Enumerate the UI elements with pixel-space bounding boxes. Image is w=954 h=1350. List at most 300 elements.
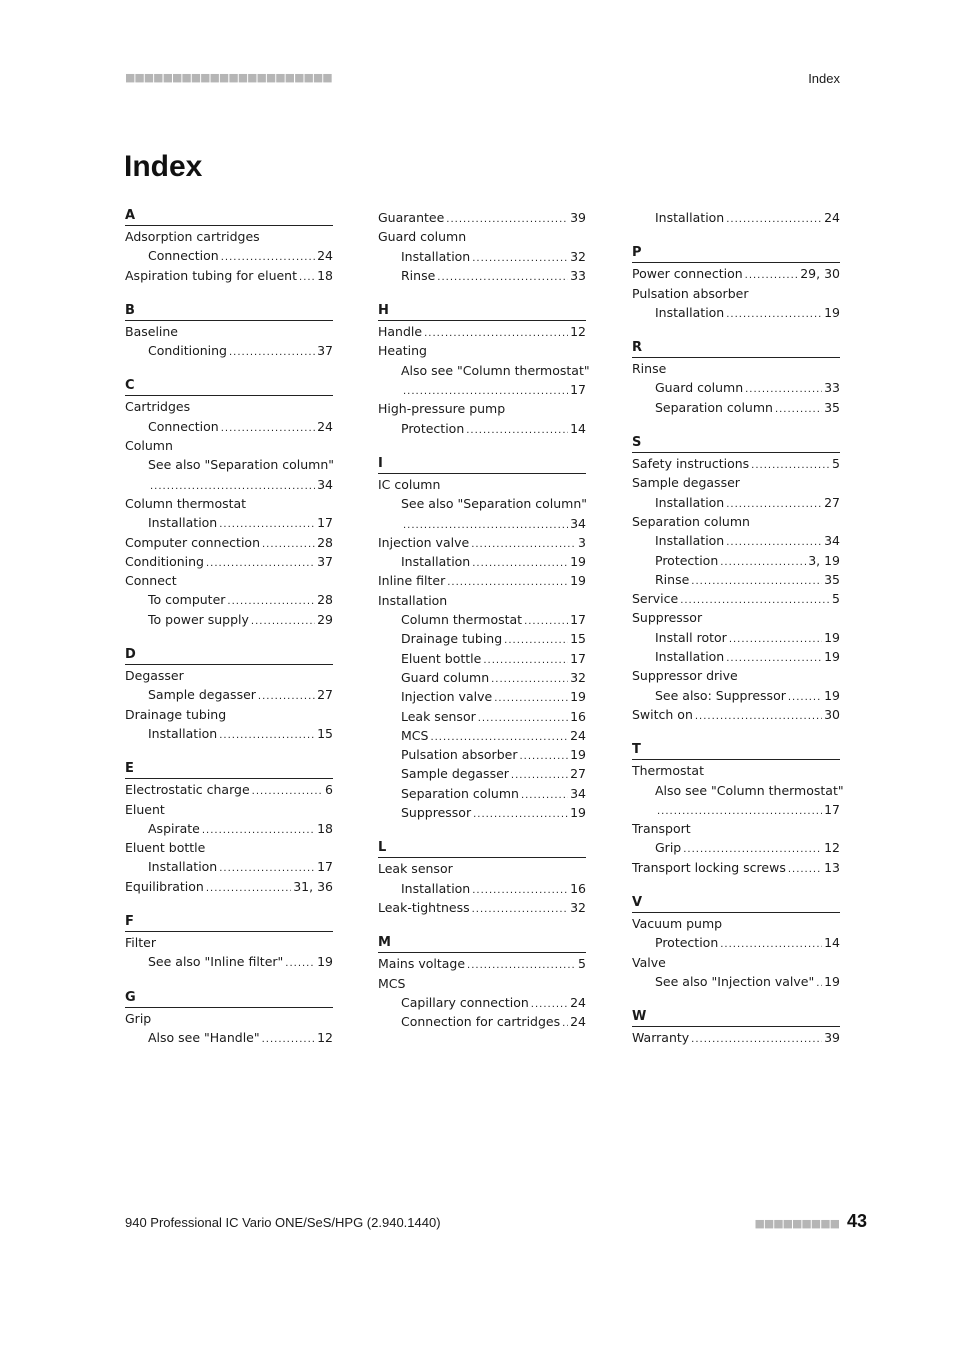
index-entry — [378, 591, 586, 610]
entry-label: IC column — [378, 476, 441, 492]
entry-label: See also "Separation column" — [401, 496, 588, 512]
entry-label: Connection — [148, 248, 219, 264]
entry-label: High-pressure pump — [378, 401, 506, 417]
section-letter: W — [632, 1009, 840, 1027]
page-reference: 15 — [317, 725, 333, 741]
index-section — [378, 935, 586, 1031]
index-subentry — [632, 398, 840, 417]
index-subentry — [125, 246, 333, 265]
index-entry — [125, 227, 333, 246]
index-entry — [378, 974, 586, 993]
entry-label: Degasser — [125, 668, 184, 684]
index-section — [125, 990, 333, 1048]
entry-label: Leak sensor — [401, 708, 476, 724]
entry-label: Injection valve — [378, 534, 470, 550]
entry-label: Installation — [655, 304, 725, 320]
leader-dots — [252, 782, 323, 801]
index-subentry — [378, 361, 590, 380]
index-subentry — [125, 455, 333, 474]
index-section — [378, 303, 590, 438]
section-letter: F — [125, 914, 333, 932]
index-subentry — [125, 685, 333, 704]
footer-decoration: ■■■■■■■■■ — [754, 1217, 839, 1230]
leader-dots — [751, 456, 830, 475]
index-subentry — [378, 266, 586, 285]
index-entry — [125, 552, 333, 571]
entry-label: Vacuum pump — [632, 916, 723, 932]
index-entry — [632, 666, 840, 685]
page-reference: 24 — [317, 248, 333, 264]
page-reference: 29, 30 — [800, 266, 840, 282]
index-section — [632, 340, 840, 417]
entry-label: Protection — [401, 420, 465, 436]
entry-label: Column thermostat — [401, 612, 523, 628]
leader-dots — [447, 573, 568, 592]
entry-label: Installation — [401, 880, 471, 896]
leader-dots — [467, 956, 576, 975]
entry-label: Drainage tubing — [401, 631, 503, 647]
leader-dots — [726, 305, 822, 324]
entry-label: Installation — [148, 725, 218, 741]
leader-dots — [466, 421, 568, 440]
leader-dots — [691, 572, 822, 591]
index-entry — [632, 264, 840, 283]
entry-label: Also see "Column thermostat" — [401, 362, 590, 378]
entry-label: Eluent bottle — [401, 650, 482, 666]
entry-label: Grip — [125, 1010, 152, 1026]
leader-dots — [726, 210, 822, 229]
section-letter: B — [125, 303, 333, 321]
index-entry — [632, 589, 840, 608]
entry-label: Leak-tightness — [378, 899, 470, 915]
page-reference: 17 — [317, 515, 333, 531]
index-section — [125, 303, 333, 361]
index-subentry — [125, 952, 333, 971]
entry-label: Electrostatic charge — [125, 782, 250, 798]
header-decoration: ■■■■■■■■■■■■■■■■■■■■■■ — [125, 71, 332, 84]
index-entry — [632, 284, 840, 303]
page-reference: 6 — [325, 782, 333, 798]
index-subentry — [378, 629, 586, 648]
index-subentry — [632, 551, 840, 570]
entry-label: Capillary connection — [401, 994, 529, 1010]
index-entry — [125, 494, 333, 513]
index-subentry — [378, 552, 586, 571]
index-entry — [378, 341, 586, 360]
index-section — [632, 245, 840, 322]
index-subentry — [378, 745, 586, 764]
index-section — [125, 208, 333, 285]
index-entry — [125, 838, 333, 857]
leader-dots — [206, 554, 315, 573]
page-reference: 19 — [824, 304, 840, 320]
index-section — [378, 456, 586, 822]
entry-label: Suppressor drive — [632, 668, 738, 684]
entry-label: Rinse — [401, 267, 436, 283]
index-subentry — [125, 341, 333, 360]
entry-label: Leak sensor — [378, 861, 453, 877]
entry-label: Switch on — [632, 706, 693, 722]
index-subentry — [378, 707, 586, 726]
entry-label: Connect — [125, 573, 177, 589]
leader-dots — [521, 786, 568, 805]
index-subentry — [378, 993, 586, 1012]
page-reference: 24 — [570, 994, 586, 1010]
entry-label: Baseline — [125, 323, 178, 339]
leader-dots — [285, 954, 315, 973]
entry-label: Protection — [655, 935, 719, 951]
entry-label: Sample degasser — [632, 475, 740, 491]
page-reference: 16 — [570, 708, 586, 724]
entry-label: Conditioning — [148, 343, 227, 359]
page-reference: 19 — [317, 954, 333, 970]
entry-label: Handle — [378, 324, 423, 340]
page-reference: 5 — [832, 591, 840, 607]
index-subentry — [125, 857, 333, 876]
page-reference: 17 — [317, 859, 333, 875]
leader-dots — [691, 1030, 822, 1049]
page-reference: 19 — [570, 747, 586, 763]
page-reference: 28 — [317, 534, 333, 550]
entry-label: Computer connection — [125, 534, 260, 550]
index-entry — [632, 1028, 840, 1047]
page-reference: 19 — [824, 687, 840, 703]
page-reference: 19 — [824, 649, 840, 665]
page-reference: 12 — [570, 324, 586, 340]
entry-label: Guard column — [655, 380, 744, 396]
page-reference: 27 — [317, 687, 333, 703]
entry-label: Valve — [632, 954, 666, 970]
index-subentry — [125, 1028, 333, 1047]
index-entry — [632, 761, 840, 780]
entry-label: Injection valve — [401, 689, 493, 705]
leader-dots — [491, 670, 568, 689]
index-entry — [378, 859, 586, 878]
entry-label: Suppressor — [401, 805, 472, 821]
entry-label: Adsorption cartridges — [125, 229, 260, 244]
entry-label: Service — [632, 591, 679, 607]
page-reference: 39 — [570, 210, 586, 225]
index-subentry — [378, 1012, 586, 1031]
entry-label: Installation — [655, 533, 725, 549]
index-subentry — [378, 784, 586, 803]
entry-label: Connection for cartridges — [401, 1014, 561, 1030]
page-reference: 24 — [317, 418, 333, 434]
leader-dots — [472, 554, 568, 573]
entry-label: Column thermostat — [125, 495, 247, 511]
page-reference: 14 — [570, 420, 586, 436]
entry-label: Sample degasser — [401, 766, 509, 782]
page-reference: 32 — [570, 248, 586, 264]
section-letter: V — [632, 895, 840, 913]
index-subentry — [378, 803, 586, 822]
index-subentry — [632, 570, 840, 589]
page-reference: 19 — [824, 629, 840, 645]
page-reference: 12 — [824, 840, 840, 856]
index-subentry — [632, 686, 840, 705]
entry-label: Separation column — [655, 399, 773, 415]
index-subentry — [632, 972, 840, 991]
entry-label: Installation — [655, 494, 725, 510]
entry-label: Filter — [125, 935, 156, 951]
index-entry — [632, 819, 840, 838]
index-subentry — [125, 610, 333, 629]
page-reference: 19 — [570, 689, 586, 705]
index-subentry — [378, 514, 586, 533]
leader-dots — [720, 553, 806, 572]
page-title: Index — [124, 150, 203, 183]
entry-label: Pulsation absorber — [401, 747, 518, 763]
index-subentry — [378, 649, 586, 668]
index-subentry — [632, 208, 840, 227]
index-entry — [125, 933, 333, 952]
index-entry — [378, 322, 586, 341]
section-letter: P — [632, 245, 840, 263]
page-reference: 29 — [317, 611, 333, 627]
index-subentry — [125, 590, 333, 609]
index-entry — [125, 666, 333, 685]
index-entry — [125, 571, 333, 590]
page-reference: 18 — [317, 267, 333, 283]
index-section — [125, 647, 333, 743]
index-section — [632, 742, 844, 877]
leader-dots — [251, 612, 315, 631]
section-letter: A — [125, 208, 333, 226]
index-subentry — [632, 378, 840, 397]
page-reference: 16 — [570, 880, 586, 896]
index-entry — [125, 436, 333, 455]
entry-label: Also see "Column thermostat" — [655, 782, 844, 798]
entry-label: Pulsation absorber — [632, 285, 749, 301]
leader-dots — [788, 688, 822, 707]
leader-dots — [726, 649, 822, 668]
index-subentry — [632, 838, 840, 857]
page-reference: 28 — [317, 592, 333, 608]
entry-label: Installation — [401, 248, 471, 264]
entry-label: Installation — [148, 859, 218, 875]
index-subentry — [632, 303, 840, 322]
entry-label: Drainage tubing — [125, 706, 227, 722]
page-reference: 34 — [570, 515, 586, 531]
leader-dots — [229, 343, 315, 362]
index-entry — [125, 397, 333, 416]
index-subentry — [632, 493, 840, 512]
leader-dots — [219, 726, 315, 745]
entry-label: Installation — [401, 554, 471, 570]
entry-label: Transport locking screws — [632, 859, 786, 875]
index-entry — [125, 800, 333, 819]
page-reference: 17 — [570, 382, 586, 398]
index-entry — [378, 898, 586, 917]
leader-dots — [202, 821, 315, 840]
entry-label: See also "Injection valve" — [655, 973, 815, 989]
entry-label: Installation — [378, 592, 448, 608]
leader-dots — [258, 687, 315, 706]
index-subentry — [378, 668, 586, 687]
leader-dots — [478, 709, 568, 728]
leader-dots — [519, 747, 568, 766]
page-number: 43 — [846, 1211, 867, 1231]
entry-label: Aspirate — [148, 820, 200, 836]
index-subentry — [632, 647, 840, 666]
leader-dots — [472, 881, 568, 900]
page-reference: 15 — [570, 631, 586, 647]
section-letter: E — [125, 761, 333, 779]
index-subentry — [378, 419, 586, 438]
entry-label: Guard column — [378, 229, 467, 245]
leader-dots — [206, 879, 291, 898]
entry-label: Install rotor — [655, 629, 727, 645]
index-subentry — [125, 417, 333, 436]
index-subentry — [632, 628, 840, 647]
index-section — [632, 208, 840, 227]
page-reference: 19 — [570, 805, 586, 821]
entry-label: Aspiration tubing for eluent — [125, 267, 298, 283]
section-letter: S — [632, 435, 840, 453]
page-reference: 19 — [824, 973, 840, 989]
entry-label: To power supply — [148, 611, 249, 627]
index-entry — [378, 533, 586, 552]
index-subentry — [378, 687, 586, 706]
index-entry — [125, 266, 333, 285]
section-letter: R — [632, 340, 840, 358]
page-reference: 24 — [824, 210, 840, 225]
leader-dots — [221, 419, 315, 438]
page-reference: 3, 19 — [808, 552, 840, 568]
page-reference: 34 — [570, 785, 586, 801]
leader-dots — [299, 268, 315, 287]
page-reference: 24 — [570, 727, 586, 743]
index-entry — [632, 359, 840, 378]
leader-dots — [562, 1014, 568, 1033]
index-subentry — [632, 933, 840, 952]
page-reference: 17 — [570, 650, 586, 666]
page-reference: 5 — [578, 956, 586, 972]
entry-label: Sample degasser — [148, 687, 256, 703]
page-reference: 27 — [570, 766, 586, 782]
index-column-2 — [378, 208, 590, 1049]
entry-label: Transport — [632, 821, 691, 837]
index-subentry — [378, 879, 586, 898]
entry-label: See also "Inline filter" — [148, 954, 284, 970]
index-entry — [125, 1009, 333, 1028]
leader-dots — [262, 1030, 315, 1049]
page-reference: 19 — [570, 573, 586, 589]
index-entry — [378, 399, 586, 418]
index-subentry — [125, 475, 333, 494]
entry-label: Conditioning — [125, 553, 204, 569]
leader-dots — [745, 266, 799, 285]
entry-label: Installation — [655, 210, 725, 225]
index-entry — [632, 914, 840, 933]
leader-dots — [262, 535, 315, 554]
entry-label: Also see "Handle" — [148, 1029, 260, 1045]
page-reference: 39 — [824, 1030, 840, 1046]
index-entry — [125, 780, 333, 799]
page-reference: 18 — [317, 820, 333, 836]
running-header-title: Index — [808, 71, 840, 86]
page-reference: 24 — [570, 1014, 586, 1030]
index-section — [125, 378, 333, 629]
index-section — [378, 208, 586, 285]
entry-label: Protection — [655, 552, 719, 568]
index-section — [632, 1009, 840, 1047]
entry-label: See also: Suppressor — [655, 687, 786, 703]
entry-label: Installation — [148, 515, 218, 531]
index-entry — [632, 473, 840, 492]
entry-label: Guarantee — [378, 210, 445, 225]
page-reference: 37 — [317, 343, 333, 359]
entry-label: Inline filter — [378, 573, 446, 589]
entry-label: Connection — [148, 418, 219, 434]
index-entry — [125, 877, 333, 896]
leader-dots — [472, 900, 568, 919]
leader-dots — [680, 591, 830, 610]
index-entry — [125, 322, 333, 341]
section-letter: C — [125, 378, 333, 396]
index-entry — [632, 858, 840, 877]
leader-dots — [511, 766, 568, 785]
entry-label: Eluent bottle — [125, 840, 206, 856]
index-entry — [632, 705, 840, 724]
section-letter: L — [378, 840, 586, 858]
entry-label: Suppressor — [632, 610, 703, 626]
entry-label: Guard column — [401, 669, 490, 685]
index-entry — [632, 454, 840, 473]
section-letter: M — [378, 935, 586, 953]
index-subentry — [632, 800, 840, 819]
page-reference: 37 — [317, 553, 333, 569]
page-reference: 13 — [824, 859, 840, 875]
index-entry — [378, 475, 586, 494]
leader-dots — [504, 631, 568, 650]
page-reference: 17 — [824, 801, 840, 817]
leader-dots — [471, 535, 576, 554]
page-reference: 34 — [824, 533, 840, 549]
leader-dots — [788, 860, 822, 879]
index-subentry — [632, 531, 840, 550]
section-letter: H — [378, 303, 586, 321]
leader-dots — [473, 805, 568, 824]
index-section — [125, 761, 333, 896]
entry-label: To computer — [148, 592, 226, 608]
section-letter: I — [378, 456, 586, 474]
section-letter: D — [125, 647, 333, 665]
index-entry — [378, 227, 586, 246]
entry-label: MCS — [378, 975, 406, 991]
entry-label: Eluent — [125, 801, 165, 817]
page-reference: 35 — [824, 399, 840, 415]
index-section — [125, 914, 333, 972]
index-subentry — [125, 819, 333, 838]
footer-product-name: 940 Professional IC Vario ONE/SeS/HPG (2.940.1440) — [125, 1215, 441, 1230]
entry-label: Rinse — [632, 361, 667, 377]
index-column-1 — [125, 208, 333, 1065]
entry-label: Mains voltage — [378, 956, 466, 972]
entry-label: Heating — [378, 343, 427, 359]
leader-dots — [775, 400, 822, 419]
page-reference: 3 — [578, 534, 586, 550]
entry-label: Separation column — [632, 513, 750, 529]
page-reference: 30 — [824, 706, 840, 722]
index-subentry — [378, 764, 586, 783]
page-reference: 34 — [317, 476, 333, 492]
index-subentry — [378, 610, 586, 629]
index-entry — [378, 571, 586, 590]
entry-label: MCS — [401, 727, 429, 743]
index-column-3 — [632, 208, 844, 1066]
entry-label: Installation — [655, 649, 725, 665]
